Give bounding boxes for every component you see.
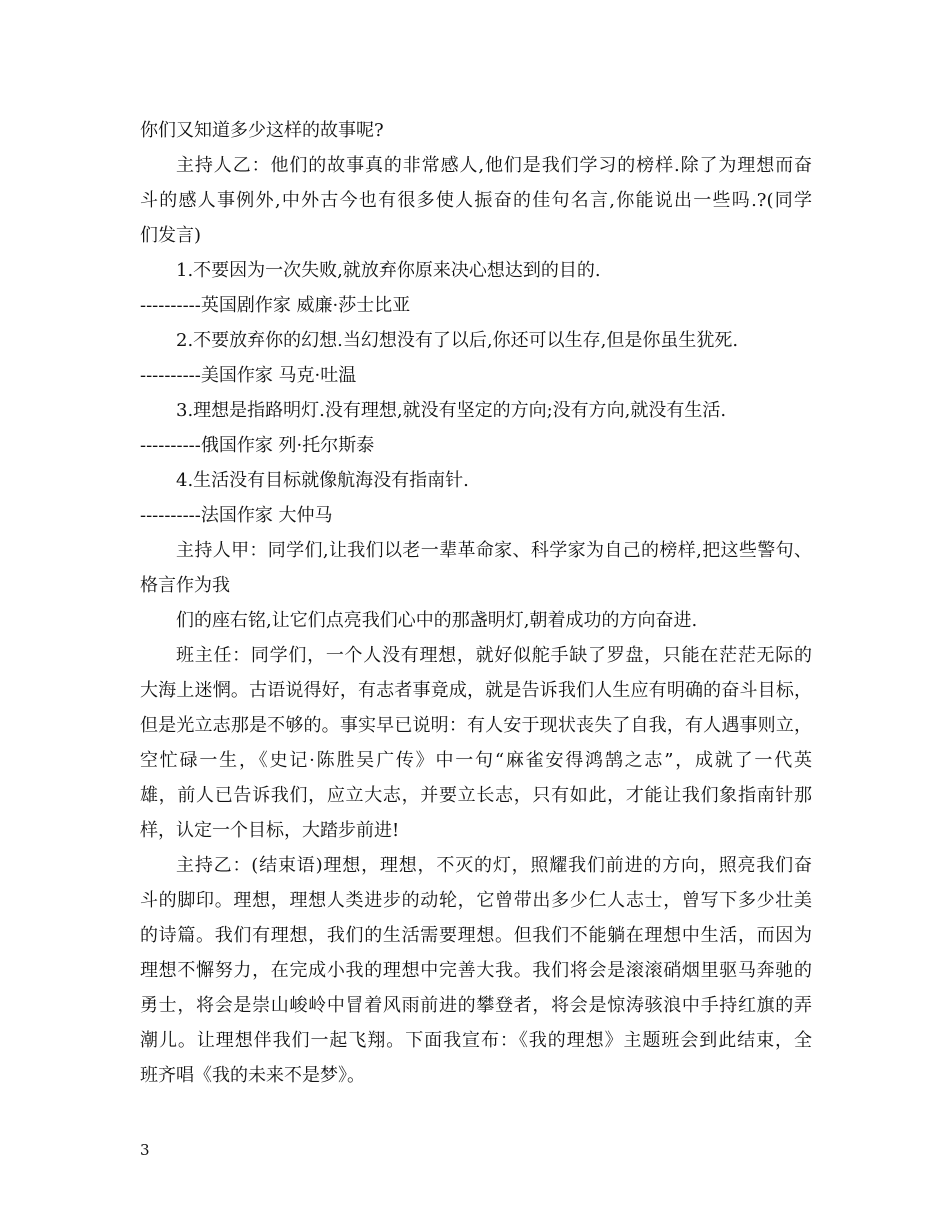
text-line: 但是光立志那是不够的。事实早已说明：有人安于现状丧失了自我，有人遇事则立， [140,715,812,736]
text-line: 空忙碌一生，《史记·陈胜吴广传》中一句“麻雀安得鸿鹄之志”，成就了一代英 [140,750,812,771]
text-line: 1.不要因为一次失败,就放弃你原来决心想达到的目的. [176,260,601,281]
text-line: 们发言) [140,225,202,246]
text-line: 勇士，将会是崇山峻岭中冒着风雨前进的攀登者，将会是惊涛骇浪中手持红旗的弄 [140,995,812,1016]
attribution-line: ----------俄国作家 列·托尔斯泰 [140,435,375,456]
text-line: 斗的感人事例外,中外古今也有很多使人振奋的佳句名言,你能说出一些吗.?(同学 [140,190,812,211]
page-number: 3 [140,1141,150,1159]
text-line: 理想不懈努力，在完成小我的理想中完善大我。我们将会是滚滚硝烟里驱马奔驰的 [140,960,812,981]
text-line: 班主任：同学们，一个人没有理想，就好似舵手缺了罗盘，只能在茫茫无际的 [176,645,812,666]
text-line: 主持人甲：同学们,让我们以老一辈革命家、科学家为自己的榜样,把这些警句、 [176,540,812,561]
text-line: 潮儿。让理想伴我们一起飞翔。下面我宣布：《我的理想》主题班会到此结束，全 [140,1030,812,1051]
text-line: 大海上迷惘。古语说得好，有志者事竟成，就是告诉我们人生应有明确的奋斗目标， [140,680,812,701]
text-line: 2.不要放弃你的幻想.当幻想没有了以后,你还可以生存,但是你虽生犹死. [176,330,739,351]
text-line: 3.理想是指路明灯.没有理想,就没有坚定的方向;没有方向,就没有生活. [176,400,727,421]
text-line: 们的座右铭,让它们点亮我们心中的那盏明灯,朝着成功的方向奋进. [176,610,698,631]
document-body [140,113,812,1093]
text-line: 主持乙：(结束语)理想，理想，不灭的灯，照耀我们前进的方向，照亮我们奋 [176,855,812,876]
attribution-line: ----------法国作家 大仲马 [140,505,333,526]
text-line: 的诗篇。我们有理想，我们的生活需要理想。但我们不能躺在理想中生活，而因为 [140,925,812,946]
text-line: 雄，前人已告诉我们，应立大志，并要立长志，只有如此，才能让我们象指南针那 [140,785,812,806]
attribution-line: ----------英国剧作家 威廉·莎士比亚 [140,295,411,316]
attribution-line: ----------美国作家 马克·吐温 [140,365,357,386]
text-line: 斗的脚印。理想，理想人类进步的动轮，它曾带出多少仁人志士，曾写下多少壮美 [140,890,812,911]
text-line: 你们又知道多少这样的故事呢? [140,120,384,141]
text-line: 班齐唱《我的未来不是梦》。 [140,1065,365,1086]
text-line: 样，认定一个目标，大踏步前进! [140,820,400,841]
text-line: 4.生活没有目标就像航海没有指南针. [176,470,469,491]
text-line: 格言作为我 [140,575,230,596]
text-line: 主持人乙：他们的故事真的非常感人,他们是我们学习的榜样.除了为理想而奋 [176,155,812,176]
